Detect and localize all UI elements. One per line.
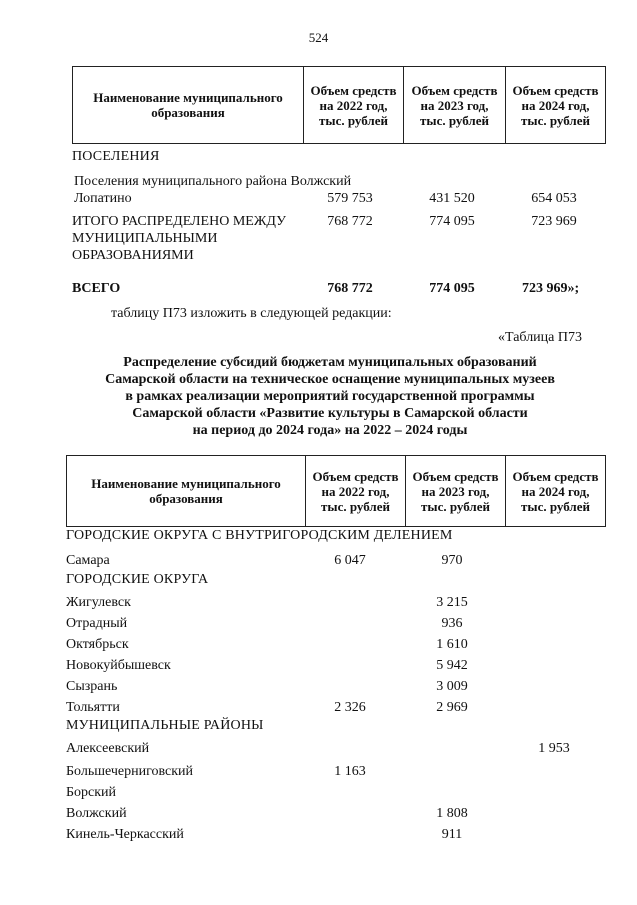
table1-group-label: Поселения муниципального района Волжский	[74, 174, 352, 189]
table2-header	[66, 455, 606, 527]
table1-header-2024: Объем средств на 2024 год, тыс. рублей	[506, 67, 606, 144]
distributed-value-2024: 723 969	[531, 214, 577, 229]
table2-section-title: МУНИЦИПАЛЬНЫЕ РАЙОНЫ	[66, 718, 264, 733]
distributed-value-2023: 774 095	[429, 214, 475, 229]
table2-section-title: ГОРОДСКИЕ ОКРУГА С ВНУТРИГОРОДСКИМ ДЕЛЕНИЕМ	[66, 528, 453, 543]
distributed-label-line: МУНИЦИПАЛЬНЫМИ	[72, 231, 218, 246]
row-value-2023: 1 610	[436, 637, 468, 652]
table2-header-2022: Объем средств на 2022 год, тыс. рублей	[306, 456, 406, 527]
row-value-2022: 2 326	[334, 700, 366, 715]
table1-header	[72, 66, 606, 144]
row-name: Волжский	[66, 806, 127, 821]
table2-header-2023: Объем средств на 2023 год, тыс. рублей	[406, 456, 506, 527]
table2-section-title: ГОРОДСКИЕ ОКРУГА	[66, 572, 209, 587]
total-label: ВСЕГО	[72, 281, 121, 296]
distributed-label-line: ИТОГО РАСПРЕДЕЛЕНО МЕЖДУ	[72, 214, 286, 229]
row-name: Новокуйбышевск	[66, 658, 171, 673]
total-value-2024: 723 969»;	[522, 281, 580, 296]
title-line: Самарской области на техническое оснащение муниципальных музеев	[105, 372, 555, 387]
table2-header-2024: Объем средств на 2024 год, тыс. рублей	[506, 456, 606, 527]
page-number: 524	[308, 30, 329, 45]
table-reference: «Таблица П73	[498, 330, 582, 345]
row-value-2023: 5 942	[436, 658, 468, 673]
row-value-2024: 654 053	[531, 191, 577, 206]
row-value-2024: 1 953	[538, 741, 570, 756]
row-name: Алексеевский	[66, 741, 150, 756]
row-value-2023: 1 808	[436, 806, 468, 821]
row-name: Кинель-Черкасский	[66, 827, 184, 842]
instruction-text: таблицу П73 изложить в следующей редакции:	[111, 306, 392, 321]
distributed-label-line: ОБРАЗОВАНИЯМИ	[72, 248, 194, 263]
title-line: Распределение субсидий бюджетам муниципальных образований	[123, 355, 537, 370]
row-value-2022: 6 047	[334, 553, 366, 568]
row-value-2023: 970	[441, 553, 463, 568]
total-value-2022: 768 772	[327, 281, 373, 296]
table1-header-name: Наименование муниципального образования	[73, 67, 304, 144]
title-line: Самарской области «Развитие культуры в Самарской области	[132, 406, 528, 421]
table1-section-title: ПОСЕЛЕНИЯ	[72, 149, 160, 164]
title-line: на период до 2024 года» на 2022 – 2024 годы	[192, 423, 468, 438]
row-name: Октябрьск	[66, 637, 129, 652]
total-value-2023: 774 095	[429, 281, 475, 296]
row-name: Лопатино	[74, 191, 132, 206]
row-value-2022: 579 753	[327, 191, 373, 206]
table1-header-2023: Объем средств на 2023 год, тыс. рублей	[404, 67, 506, 144]
row-value-2022: 1 163	[334, 764, 366, 779]
row-value-2023: 431 520	[429, 191, 475, 206]
row-name: Отрадный	[66, 616, 128, 631]
table1-header-2022: Объем средств на 2022 год, тыс. рублей	[304, 67, 404, 144]
row-name: Тольятти	[66, 700, 120, 715]
table2-title	[60, 354, 600, 439]
distributed-value-2022: 768 772	[327, 214, 373, 229]
row-value-2023: 911	[441, 827, 463, 842]
row-name: Борский	[66, 785, 117, 800]
row-value-2023: 936	[441, 616, 463, 631]
row-name: Самара	[66, 553, 110, 568]
row-name: Сызрань	[66, 679, 118, 694]
row-name: Жигулевск	[66, 595, 131, 610]
row-name: Большечерниговский	[66, 764, 194, 779]
row-value-2023: 3 009	[436, 679, 468, 694]
row-value-2023: 2 969	[436, 700, 468, 715]
row-value-2023: 3 215	[436, 595, 468, 610]
title-line: в рамках реализации мероприятий государственной программы	[125, 389, 535, 404]
table2-header-name: Наименование муниципального образования	[67, 456, 306, 527]
